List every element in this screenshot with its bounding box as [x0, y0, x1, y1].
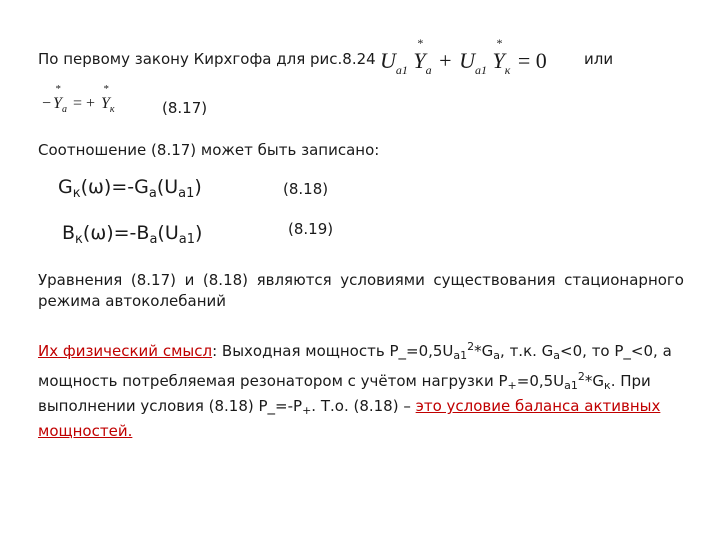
formula-equals-zero: = 0 [517, 48, 547, 73]
equation-label-8-18: (8.18) [283, 180, 329, 198]
balance-condition-highlight: это условие баланса активных мощностей. [38, 397, 661, 440]
equation-8-18: $G_к(\omega)=-G_a(U_{a1})$ [58, 176, 202, 201]
conditions-line-2: режима автоколебаний [38, 292, 227, 310]
formula-y-k-conjugate: * Y [492, 36, 505, 73]
kirchhoff-law-text: По первому закону Кирхгофа для рис.8.24 [38, 50, 376, 68]
equation-8-19: $B_к(\omega)=-B_a(U_{a1})$ [62, 222, 203, 247]
equation-label-8-19: (8.19) [288, 220, 334, 238]
formula-plus: + [439, 48, 452, 73]
formula-u-a1-second: $U_{a1}$ [459, 48, 487, 77]
formula-y-a-conjugate: * Y [413, 36, 426, 73]
physical-meaning-paragraph: Их физический смысл: Выходная мощность $Р\_=0,5U_{a1}^2*G_a$, т.к. $G_a<0$, то Р_<0, а мощность потребляемая резонатором с учётом нагрузки $Р_+=0,5U_{a1}^2*G_к$. При выполнении условия (8.18) $Р\_=-Р_+$. Т.о. (8.18) – это условие баланса активных мощностей. [38, 340, 672, 440]
equation-label-8-17: (8.17) [162, 99, 208, 117]
formula2-y-k: * Y [100, 83, 110, 112]
formula2-y-a: * Y [53, 83, 62, 112]
kirchhoff-formula: $U_{a1}$ * $Y_a + U_{a1}$ * $Y_к = 0$ [380, 36, 547, 77]
formula-u-a1: $U_{a1}$ [380, 48, 408, 77]
physical-meaning-heading: Их физический смысл [38, 342, 213, 360]
admittance-formula: − * $Y_a$ = + * $Y_к$ [42, 83, 115, 115]
relation-text: Соотношение (8.17) может быть записано: [38, 141, 380, 159]
or-text: или [584, 50, 614, 68]
conditions-line-1: Уравнения (8.17) и (8.18) являются условиями существования стационарного [38, 271, 684, 289]
